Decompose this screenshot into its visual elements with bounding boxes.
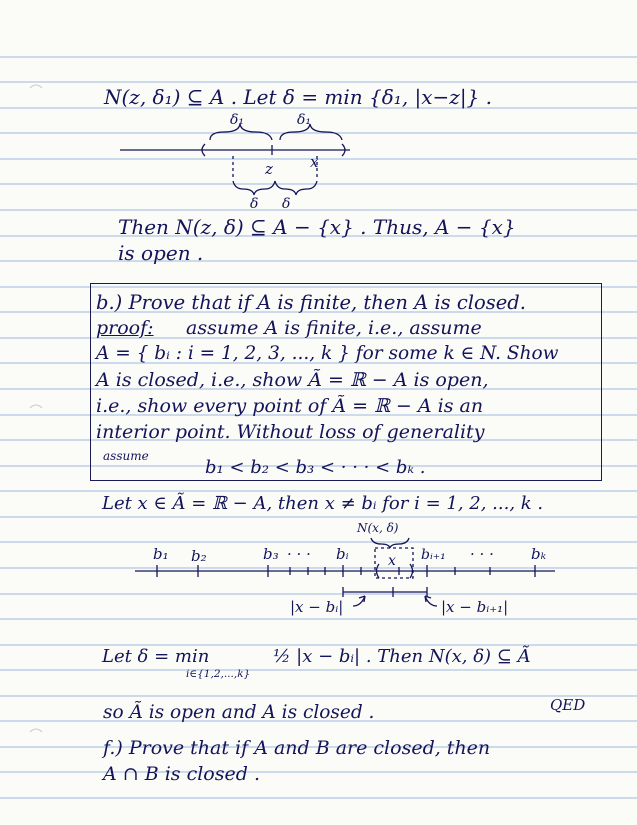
line-7: A is closed, i.e., show Ã = ℝ − A is open, — [96, 369, 489, 391]
distance-left-label: |x − bᵢ| — [290, 598, 344, 616]
line-12-let: Let δ = min — [102, 646, 210, 667]
line-12-subscript: i∈{1,2,...,k} — [186, 668, 251, 680]
line-3: is open . — [118, 241, 204, 265]
line-10-assume: assume — [103, 449, 149, 463]
b2-label: b₂ — [191, 547, 207, 565]
neighborhood-diagram-1 — [110, 108, 390, 208]
delta1-right-label: δ₁ — [297, 112, 312, 128]
line-1: N(z, δ₁) ⊆ A . Let δ = min {δ₁, |x−z|} . — [104, 85, 493, 109]
line-11: Let x ∈ Ã = ℝ − A, then x ≠ bᵢ for i = 1, 2, ..., k . — [102, 493, 544, 514]
b1-label: b₁ — [153, 545, 169, 563]
bk-label: bₖ — [531, 545, 547, 563]
dots-right: · · · — [470, 545, 494, 563]
nx-label: N(x, δ) — [357, 521, 399, 535]
delta-right-label: δ — [282, 196, 291, 208]
qed-label: QED — [550, 696, 586, 714]
x-label: x — [388, 553, 396, 569]
part-b-heading: b.) Prove that if A is finite, then A is closed. — [96, 291, 526, 314]
proof-label: proof: — [96, 317, 154, 339]
delta1-left-label: δ₁ — [230, 112, 245, 128]
dots-left: · · · — [287, 545, 311, 563]
line-15: A ∩ B is closed . — [103, 763, 260, 785]
bi1-label: bᵢ₊₁ — [421, 547, 446, 563]
point-z-label: z — [265, 160, 273, 178]
line-9: interior point. Without loss of generality — [96, 421, 485, 443]
line-6: A = { bᵢ : i = 1, 2, 3, ..., k } for some k ∈ N. Show — [96, 343, 559, 364]
distance-right-label: |x − bᵢ₊₁| — [441, 598, 509, 616]
b3-label: b₃ — [263, 545, 279, 563]
line-10: b₁ < b₂ < b₃ < · · · < bₖ . — [205, 457, 426, 478]
line-2: Then N(z, δ) ⊆ A − {x} . Thus, A − {x} — [118, 215, 516, 239]
bi-label: bᵢ — [336, 545, 349, 563]
line-12: ½ |x − bᵢ| . Then N(x, δ) ⊆ Ã — [273, 646, 531, 667]
point-x-label: x — [310, 153, 319, 171]
neighborhood-diagram-2 — [125, 516, 565, 624]
part-f-heading: f.) Prove that if A and B are closed, then — [103, 737, 491, 759]
line-13: so Ã is open and A is closed . — [103, 702, 375, 723]
delta-left-label: δ — [250, 196, 259, 208]
line-8: i.e., show every point of Ã = ℝ − A is an — [96, 395, 484, 417]
line-5: assume A is finite, i.e., assume — [186, 317, 482, 339]
